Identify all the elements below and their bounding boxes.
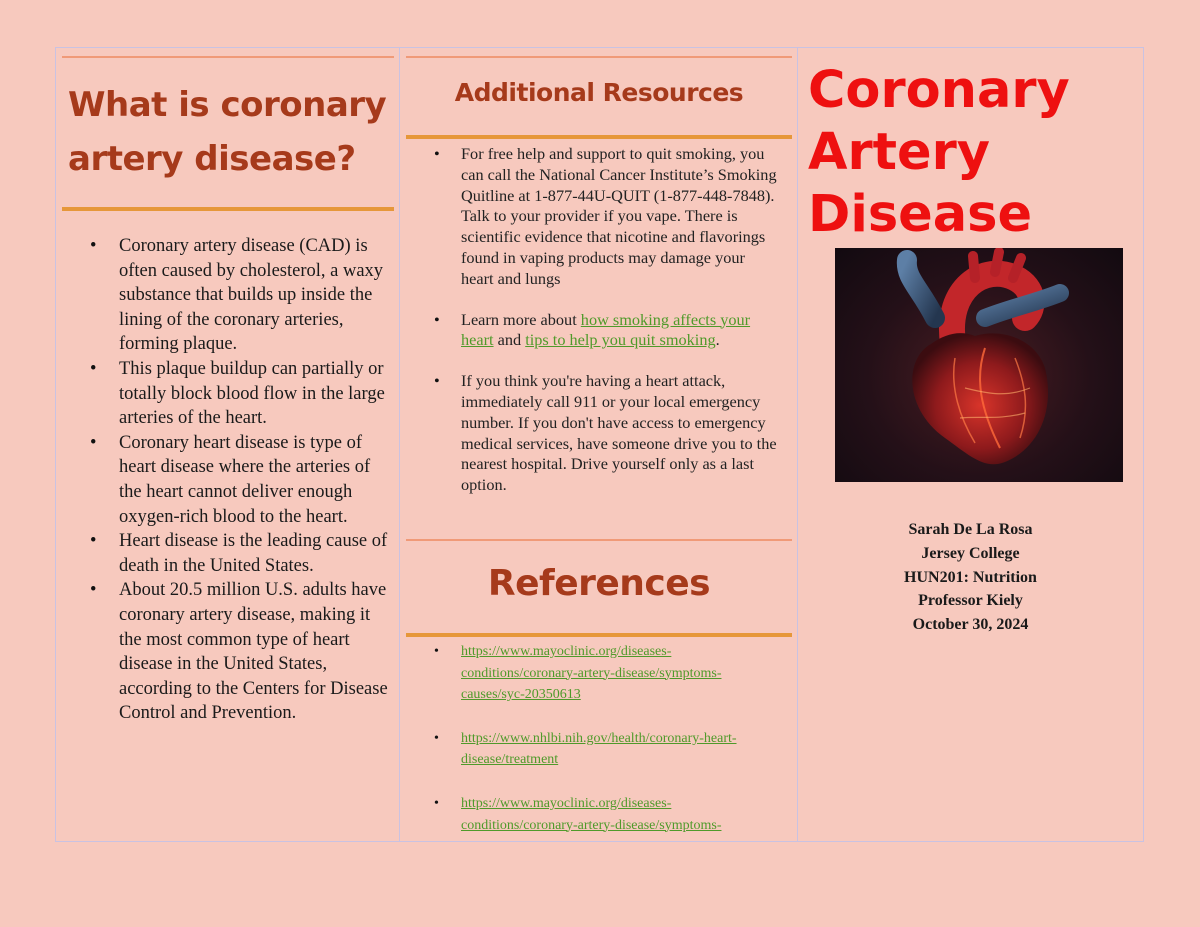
reference-link[interactable]: https://www.nhlbi.nih.gov/health/coronary-heart-disease/treatment bbox=[461, 730, 737, 768]
resource-text: and bbox=[493, 330, 526, 350]
brochure-title: Coronary Artery Disease bbox=[808, 61, 1070, 244]
author-name: Sarah De La Rosa bbox=[908, 521, 1033, 538]
list-item: • This plaque buildup can partially or totally block blood flow in the large arteries of the heart. bbox=[86, 357, 392, 431]
link-smoking-affects-heart[interactable]: how smoking affects your heart bbox=[461, 309, 751, 350]
resource-text: Learn more about bbox=[461, 309, 581, 329]
heading-what-is-cad: What is coronary artery disease? bbox=[68, 85, 387, 179]
reference-item bbox=[430, 728, 780, 771]
author-date: October 30, 2024 bbox=[912, 616, 1029, 634]
list-item: • For free help and support to quit smoking, you can call the National Cancer Institute’s Smoking Quitline at 1-877-44U-QUIT (1-877-448-7848). Talk to your provider if you vape. There is scientific evidence that nicotine and flavorings found in vaping products may damage your heart and lungs bbox=[430, 144, 780, 290]
cad-facts-list bbox=[86, 234, 392, 726]
heading-references: References bbox=[487, 563, 711, 604]
list-item: • If you think you're having a heart attack, immediately call 911 or your local emergency number. If you don't have access to emergency medical services, have someone drive you to the nearest hospital. Drive yourself only as a last option. bbox=[430, 371, 780, 496]
list-item: • Heart disease is the leading cause of death in the United States. bbox=[86, 529, 392, 578]
panel-middle bbox=[400, 48, 798, 841]
brochure-table bbox=[55, 47, 1144, 842]
references-top-rule bbox=[406, 539, 792, 541]
author-block bbox=[798, 518, 1143, 637]
reference-item bbox=[430, 641, 780, 706]
references-list bbox=[430, 641, 780, 858]
resources-top-rule bbox=[406, 56, 792, 58]
heart-illustration bbox=[835, 248, 1123, 482]
panel-right bbox=[798, 48, 1143, 841]
author-course: HUN201: Nutrition bbox=[904, 568, 1037, 586]
list-item bbox=[430, 310, 780, 352]
references-bottom-rule bbox=[406, 633, 792, 637]
reference-link[interactable]: https://www.mayoclinic.org/diseases-conditions/coronary-artery-disease/symptoms- bbox=[461, 795, 722, 833]
heading-top-rule bbox=[62, 56, 394, 58]
author-school: Jersey College bbox=[921, 544, 1020, 562]
author-professor: Professor Kiely bbox=[918, 592, 1023, 610]
panel-left bbox=[56, 48, 400, 841]
resources-bottom-rule bbox=[406, 135, 792, 139]
resource-text: . bbox=[715, 330, 720, 350]
list-item: • Coronary heart disease is type of heart disease where the arteries of the heart cannot deliver enough oxygen-rich blood to the heart. bbox=[86, 431, 392, 529]
reference-item bbox=[430, 793, 780, 836]
reference-link[interactable]: https://www.mayoclinic.org/diseases-conditions/coronary-artery-disease/symptoms-causes/syc-20350613 bbox=[461, 644, 722, 703]
anatomical-heart-icon bbox=[835, 248, 1123, 482]
link-tips-quit-smoking[interactable]: tips to help you quit smoking bbox=[525, 330, 716, 350]
list-item: • About 20.5 million U.S. adults have coronary artery disease, making it the most common type of heart disease in the United States, according to the Centers for Disease Control and Prevention. bbox=[86, 578, 392, 726]
heading-bottom-rule bbox=[62, 207, 394, 211]
heading-additional-resources: Additional Resources bbox=[454, 78, 744, 107]
list-item: • Coronary artery disease (CAD) is often caused by cholesterol, a waxy substance that builds up inside the lining of the coronary arteries, forming plaque. bbox=[86, 234, 392, 357]
resources-list bbox=[430, 144, 780, 516]
